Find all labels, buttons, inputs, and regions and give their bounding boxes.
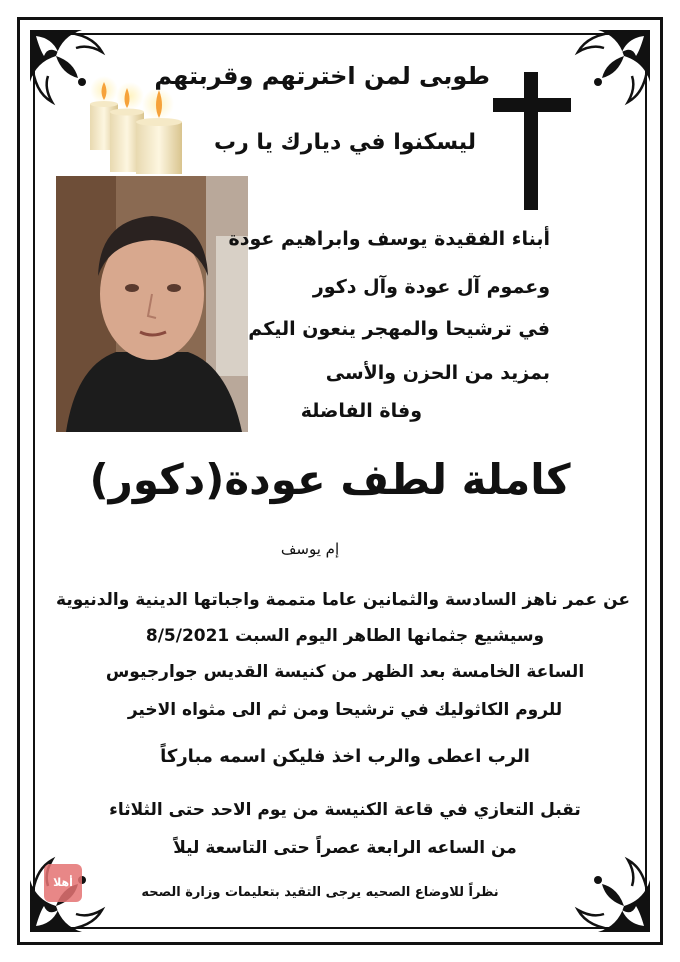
announcement-line: بمزيد من الحزن والأسى <box>325 362 550 384</box>
corner-ornament-top-right <box>568 22 658 112</box>
announcement-line: في ترشيحا والمهجر ينعون اليكم <box>248 318 550 340</box>
candles-icon <box>86 76 190 178</box>
condolences-line: من الساعه الرابعة عصراً حتى التاسعة ليلاً <box>173 838 517 858</box>
details-line: وسيشيع جثمانها الطاهر اليوم السبت 8/5/2021 <box>145 626 545 646</box>
announcement-line: وفاة الفاضلة <box>300 400 422 422</box>
details-line: للروم الكاثوليك في ترشيحا ومن ثم الى مثواه الاخير <box>127 700 563 720</box>
footer-note: نظراً للاوضاع الصحيه يرجى التقيد بتعليمات وزارة الصحه <box>141 885 499 900</box>
bible-verse: الرب اعطى والرب اخذ فليكن اسمه مباركاً <box>160 746 530 767</box>
corner-ornament-bottom-right <box>568 850 658 940</box>
details-line: الساعة الخامسة بعد الظهر من كنيسة القديس جوارجيوس <box>105 662 585 682</box>
watermark-logo: أهلا <box>44 864 82 902</box>
header-verse-line1: طوبى لمن اخترتهم وقربتهم <box>154 62 490 90</box>
details-line: عن عمر ناهز السادسة والثمانين عاما متممة واجباتها الدينية والدنيوية <box>56 590 630 610</box>
deceased-name: كاملة لطف عودة(دكور) <box>89 455 571 504</box>
condolences-line: تقبل التعازي في قاعة الكنيسة من يوم الاحد حتى الثلاثاء <box>109 800 581 820</box>
header-verse-line2: ليسكنوا في ديارك يا رب <box>214 130 476 155</box>
deceased-nickname: إم يوسف <box>280 540 340 558</box>
deceased-portrait <box>56 176 248 432</box>
announcement-line: وعموم آل عودة وآل دكور <box>312 276 550 298</box>
cross-icon <box>493 72 571 210</box>
announcement-line: أبناء الفقيدة يوسف وابراهيم عودة <box>228 228 550 250</box>
